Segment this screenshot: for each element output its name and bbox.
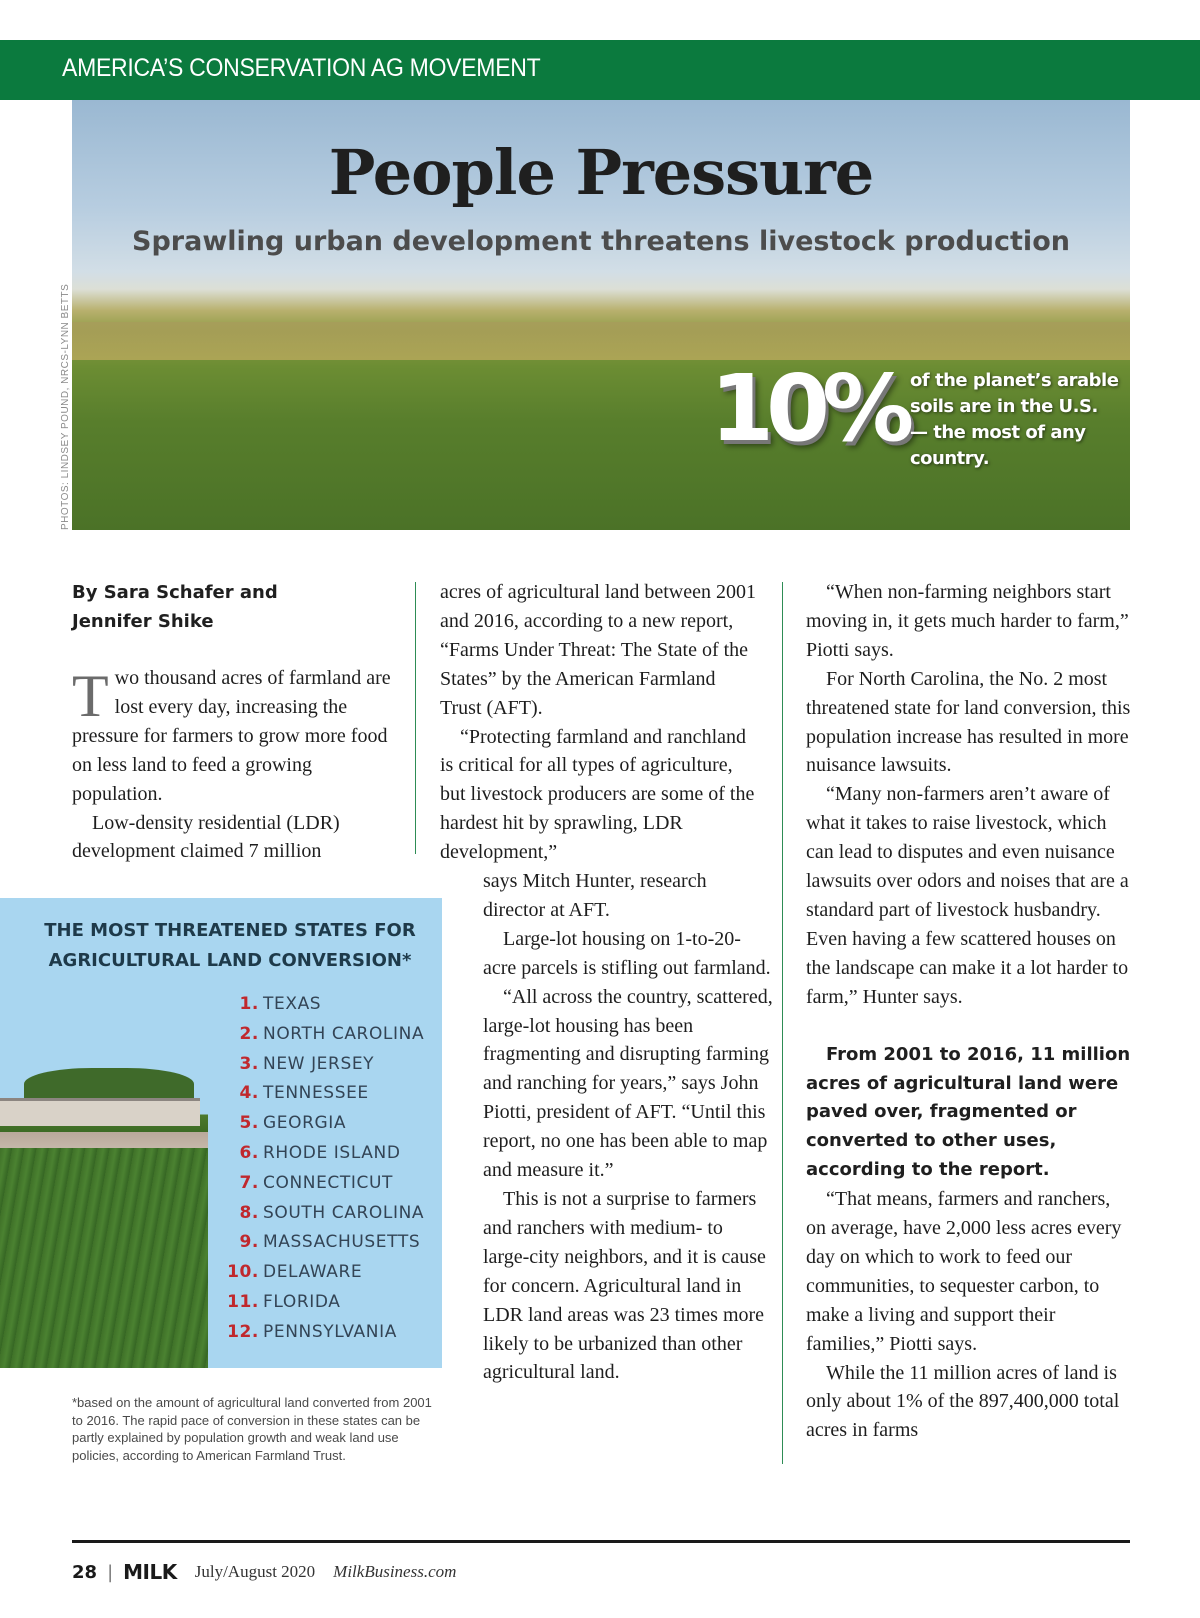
stat-caption: of the planet’s arable soils are in the U.S. — the most of any country. bbox=[910, 370, 1119, 469]
paragraph: “Protecting farmland and ranchland is critical for all types of agriculture, but livestock producers are some of the hardest hit by sprawling, LDR development,” bbox=[440, 725, 755, 864]
state-name: PENNSYLVANIA bbox=[263, 1321, 397, 1342]
article-subtitle: Sprawling urban development threatens livestock production bbox=[132, 226, 1070, 257]
list-item bbox=[218, 1139, 424, 1169]
page-number: 28 bbox=[72, 1561, 98, 1583]
paragraph: While the 11 million acres of land is only about 1% of the 897,400,000 total acres in farms bbox=[806, 1361, 1120, 1442]
footer-separator: | bbox=[107, 1561, 114, 1583]
list-number: 5. bbox=[239, 1113, 259, 1134]
paragraph: Large-lot housing on 1-to-20-acre parcels is stifling out farmland. bbox=[483, 927, 771, 979]
paragraph: acres of agricultural land between 2001 and 2016, according to a new report, “Farms Under Threat: The State of the States” by the American Farmland Trust (AFT). bbox=[440, 581, 756, 719]
state-name: RHODE ISLAND bbox=[263, 1142, 401, 1163]
states-list bbox=[218, 990, 424, 1348]
column-rule bbox=[782, 582, 783, 1464]
lead-paragraph bbox=[72, 664, 392, 809]
stat-number: 10% bbox=[710, 355, 907, 462]
pull-quote: From 2001 to 2016, 11 million acres of agricultural land were paved over, fragmented or converted to other uses, according to the report. bbox=[806, 1043, 1131, 1181]
state-name: TEXAS bbox=[263, 994, 322, 1014]
issue-date: July/August 2020 bbox=[194, 1562, 316, 1581]
state-name: GEORGIA bbox=[263, 1113, 347, 1134]
paragraph: This is not a surprise to farmers and ranchers with medium- to large-city neighbors, and it is cause for concern. Agricultural land in LDR land areas was 23 times more likely to be urbanized than other agricultural land. bbox=[483, 1187, 766, 1384]
photo-credit: PHOTOS: LINDSEY POUND, NRCS-LYNN BETTS bbox=[60, 283, 71, 530]
section-banner-label: AMERICA’S CONSERVATION AG MOVEMENT bbox=[62, 54, 541, 82]
article-column-2-bottom bbox=[483, 867, 773, 1387]
footer-rule bbox=[72, 1540, 1130, 1543]
sidebar-photo-field bbox=[0, 1148, 208, 1368]
drop-cap: T bbox=[72, 663, 109, 729]
lead-paragraph-text: wo thousand acres of farmland are lost every day, increasing the pressure for farmers to grow more food on less land to feed a growing population. bbox=[72, 667, 391, 805]
threatened-states-sidebar bbox=[0, 898, 442, 1368]
article-column-2-top bbox=[440, 578, 760, 867]
byline-line-2: Jennifer Shike bbox=[72, 611, 214, 632]
state-name: NORTH CAROLINA bbox=[263, 1023, 425, 1044]
list-item bbox=[218, 1020, 424, 1050]
list-item bbox=[218, 1318, 424, 1348]
state-name: TENNESSEE bbox=[263, 1083, 369, 1104]
paragraph: “That means, farmers and ranchers, on average, have 2,000 less acres every day on which to work to feed our communities, to sequester carbon, to make a living and support their families,” Piotti says. bbox=[806, 1188, 1122, 1355]
list-number: 9. bbox=[239, 1232, 259, 1253]
list-number: 6. bbox=[239, 1142, 259, 1163]
state-name: NEW JERSEY bbox=[263, 1053, 375, 1074]
page-footer bbox=[72, 1557, 456, 1587]
paragraph: For North Carolina, the No. 2 most threatened state for land conversion, this population increase has resulted in more nuisance lawsuits. bbox=[806, 667, 1131, 777]
state-name: FLORIDA bbox=[263, 1291, 341, 1312]
state-name: CONNECTICUT bbox=[263, 1172, 393, 1193]
sidebar-title: THE MOST THREATENED STATES FOR AGRICULTURAL LAND CONVERSION* bbox=[44, 920, 416, 971]
list-item bbox=[218, 1288, 424, 1318]
article-title: People Pressure bbox=[328, 136, 874, 209]
list-item bbox=[218, 1079, 424, 1109]
list-item bbox=[218, 1169, 424, 1199]
list-number: 3. bbox=[239, 1053, 259, 1074]
paragraph: Low-density residential (LDR) development claimed 7 million bbox=[72, 811, 340, 863]
list-item bbox=[218, 1199, 424, 1229]
sidebar-footnote: *based on the amount of agricultural land converted from 2001 to 2016. The rapid pace of conversion in these states can be partly explained by population growth and weak land use policies, according to American Farmland Trust. bbox=[72, 1395, 432, 1463]
list-number: 12. bbox=[227, 1321, 259, 1342]
list-item bbox=[218, 1228, 424, 1258]
column-rule bbox=[415, 582, 416, 854]
list-number: 7. bbox=[239, 1172, 259, 1193]
state-name: MASSACHUSETTS bbox=[263, 1232, 421, 1253]
list-item bbox=[218, 1258, 424, 1288]
article-column-3 bbox=[806, 578, 1132, 1445]
state-name: SOUTH CAROLINA bbox=[263, 1202, 425, 1223]
paragraph: “Many non-farmers aren’t aware of what it takes to raise livestock, which can lead to disputes and even nuisance lawsuits over odors and noises that are a standard part of livestock husbandry. Even having a few scattered houses on the landscape can make it a lot harder to farm,” Hunter says. bbox=[806, 783, 1129, 1008]
list-number: 4. bbox=[239, 1083, 259, 1104]
hero-field-band bbox=[72, 322, 1130, 360]
list-number: 11. bbox=[227, 1291, 259, 1312]
sidebar-photo-houses bbox=[0, 1098, 200, 1126]
magazine-logo: MILK bbox=[123, 1560, 177, 1584]
article-column-1 bbox=[72, 578, 392, 866]
list-number: 2. bbox=[239, 1023, 259, 1044]
list-number: 10. bbox=[227, 1262, 259, 1283]
paragraph: “All across the country, scattered, large-lot housing has been fragmenting and disrupting farming and ranching for years,” says John Piotti, president of AFT. “Until this report, no one has been able to map and measure it.” bbox=[483, 985, 773, 1182]
list-number: 1. bbox=[239, 994, 259, 1014]
website-url: MilkBusiness.com bbox=[333, 1562, 457, 1581]
paragraph: “When non-farming neighbors start moving in, it gets much harder to farm,” Piotti says. bbox=[806, 581, 1129, 661]
byline bbox=[72, 578, 392, 636]
state-name: DELAWARE bbox=[263, 1262, 363, 1283]
list-number: 8. bbox=[239, 1202, 259, 1223]
hero-photo bbox=[72, 100, 1130, 530]
list-item bbox=[218, 1050, 424, 1080]
paragraph: says Mitch Hunter, research director at AFT. bbox=[483, 870, 707, 921]
section-banner bbox=[0, 40, 1200, 100]
byline-line-1: By Sara Schafer and bbox=[72, 582, 278, 603]
list-item bbox=[218, 1109, 424, 1139]
list-item bbox=[218, 990, 424, 1020]
